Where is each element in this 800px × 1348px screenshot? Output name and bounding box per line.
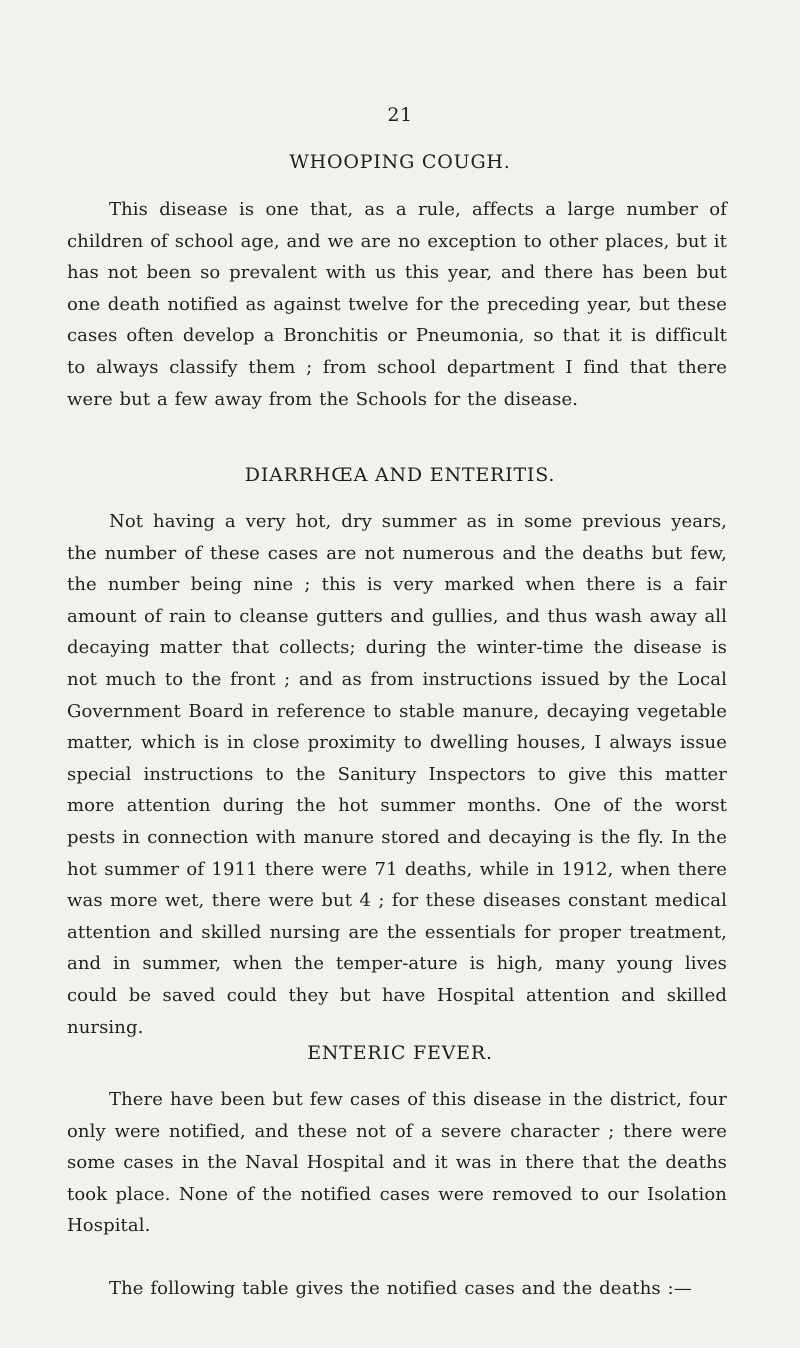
diarrhoea-enteritis-heading: DIARRHŒA AND ENTERITIS. [244,464,556,486]
diarrhoea-enteritis-paragraph: Not having a very hot, dry summer as in some previous years, the number of these cases are not numerous and the deaths but few, the number being nine ; this is very marked when there is a fair amount of rain to cleanse gutters and gullies, and thus wash away all decaying matter that collects; during the winter-time the disease is not much to the front ; and as from instructions issued by the Local Government Board in reference to stable manure, decaying vegetable matter, which is in close proximity to dwelling houses, I always issue special instructions to the Sanitury Inspectors to give this matter more attention during the hot summer months. One of the worst pests in connection with manure stored and decaying is the fly. In the hot summer of 1911 there were 71 deaths, while in 1912, when there was more wet, there were but 4 ; for these diseases constant medical attention and skilled nursing are the essentials for proper treatment, and in summer, when the temper-ature is high, many young lives could be saved could they but have Hospital attention and skilled nursing. [67,511,727,1038]
page-number: 21 [387,104,413,126]
table-intro-paragraph: The following table gives the notified cases and the deaths :— [109,1278,692,1299]
enteric-fever-paragraph: There have been but few cases of this disease in the district, four only were notified, and these not of a severe character ; there were some cases in the Naval Hospital and it was in there that the deaths took place. None of the notified cases were removed to our Isolation Hospital. [67,1089,727,1237]
whooping-cough-paragraph: This disease is one that, as a rule, affects a large number of children of school age, and we are no exception to other places, but it has not been so prevalent with us this year, and there has been but one death notified as against twelve for the preceding year, but these cases often develop a Bronchitis or Pneumonia, so that it is difficult to always classify them ; from school department I find that there were but a few away from the Schools for the disease. [67,199,727,410]
enteric-fever-heading: ENTERIC FEVER. [307,1042,493,1064]
whooping-cough-heading: WHOOPING COUGH. [289,151,511,173]
